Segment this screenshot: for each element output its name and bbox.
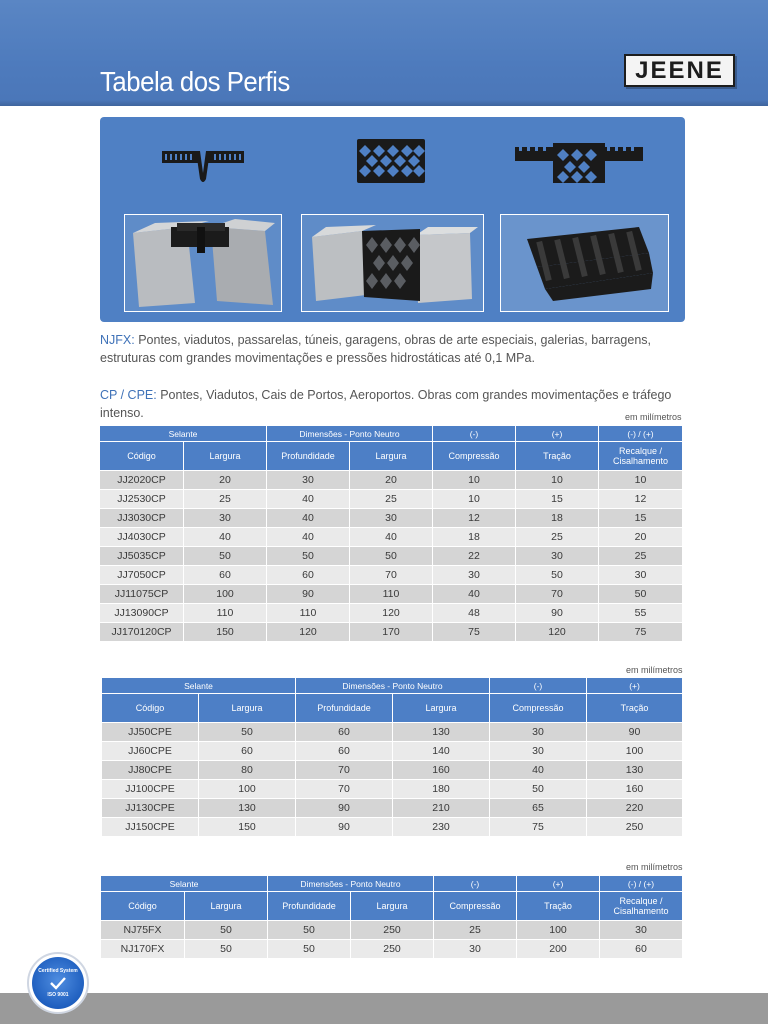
cp-col-largura-dim: Largura xyxy=(350,442,433,471)
cp-table-cell: JJ3030CP xyxy=(100,509,184,528)
cpe-table-row xyxy=(102,818,683,837)
cp-table-row xyxy=(100,604,683,623)
cp-col-recalque: Recalque / Cisalhamento xyxy=(599,442,683,471)
cp-table-row xyxy=(100,490,683,509)
cpe-profile-icon xyxy=(515,141,643,185)
cp-table-cell: 55 xyxy=(599,604,683,623)
njfx-table-cell: 250 xyxy=(351,940,434,959)
cp-table-cell: JJ4030CP xyxy=(100,528,184,547)
cpe-table xyxy=(102,678,683,837)
cp-table-cell: 110 xyxy=(184,604,267,623)
cpe-table-cell: 65 xyxy=(490,799,587,818)
njfx-col-recalque: Recalque / Cisalhamento xyxy=(600,892,683,921)
njfx-table-cell: 100 xyxy=(517,921,600,940)
njfx-group-minus: (-) xyxy=(434,876,517,892)
cp-table-cell: JJ5035CP xyxy=(100,547,184,566)
cp-table-cell: 20 xyxy=(184,471,267,490)
cpe-table-row xyxy=(102,742,683,761)
cp-table-cell: 12 xyxy=(599,490,683,509)
njfx-description-text: Pontes, viadutos, passarelas, túneis, garagens, obras de arte especiais, galerias, barragens, estruturas com grandes movimentações e pressões hidrostáticas até 0,1 MPa. xyxy=(100,333,652,365)
cpe-table-cell: 60 xyxy=(296,742,393,761)
cpe-table-cell: 130 xyxy=(587,761,683,780)
check-icon xyxy=(49,976,67,990)
njfx-table-cell: 30 xyxy=(434,940,517,959)
njfx-group-plus: (+) xyxy=(517,876,600,892)
cp-table-cell: JJ7050CP xyxy=(100,566,184,585)
njfx-col-compressao: Compressão xyxy=(434,892,517,921)
cpe-col-tracao: Tração xyxy=(587,694,683,723)
cp-col-compressao: Compressão xyxy=(433,442,516,471)
cp-group-minus: (-) xyxy=(433,426,516,442)
njfx-table-cell: NJ75FX xyxy=(101,921,185,940)
njfx-description-lead: NJFX: xyxy=(100,333,135,347)
njfx-group-dimensoes: Dimensões - Ponto Neutro xyxy=(268,876,434,892)
njfx-table-cell: 200 xyxy=(517,940,600,959)
cp-table-cell: JJ170120CP xyxy=(100,623,184,642)
cp-table-cell: 15 xyxy=(599,509,683,528)
njfx-col-codigo: Código xyxy=(101,892,185,921)
cp-table-row xyxy=(100,623,683,642)
cp-table-cell: JJ11075CP xyxy=(100,585,184,604)
cpe-group-selante: Selante xyxy=(102,678,296,694)
cpe-table-cell: 180 xyxy=(393,780,490,799)
njfx-table-cell: 30 xyxy=(600,921,683,940)
cpe-table-row xyxy=(102,723,683,742)
cpe-table-cell: 150 xyxy=(199,818,296,837)
cp-table-cell: 40 xyxy=(350,528,433,547)
cpe-table-cell: 90 xyxy=(587,723,683,742)
njfx-table-cell: 25 xyxy=(434,921,517,940)
njfx-table-cell: 50 xyxy=(268,940,351,959)
cp-table-row xyxy=(100,585,683,604)
logo-text: JEENE xyxy=(635,56,724,84)
cpe-table-cell: JJ60CPE xyxy=(102,742,199,761)
njfx-table xyxy=(101,876,683,959)
njfx-joint-photo xyxy=(124,214,282,312)
cp-table-cell: 10 xyxy=(516,471,599,490)
cp-table-cell: 120 xyxy=(350,604,433,623)
cpe-table-cell: 230 xyxy=(393,818,490,837)
cp-table-row xyxy=(100,566,683,585)
cp-table-cell: 18 xyxy=(433,528,516,547)
cp-table-cell: 75 xyxy=(599,623,683,642)
cpe-group-plus: (+) xyxy=(587,678,683,694)
njfx-group-minus-plus: (-) / (+) xyxy=(600,876,683,892)
cpe-table-row xyxy=(102,780,683,799)
cp-table-cell: 25 xyxy=(184,490,267,509)
cp-table-cell: 10 xyxy=(599,471,683,490)
cpe-table-row xyxy=(102,761,683,780)
cpe-profile-photo xyxy=(500,214,669,312)
cp-table-cell: 22 xyxy=(433,547,516,566)
cp-table-cell: 30 xyxy=(184,509,267,528)
cp-table-cell: 100 xyxy=(184,585,267,604)
cp-table-cell: 60 xyxy=(184,566,267,585)
cpe-table-cell: 160 xyxy=(587,780,683,799)
cpe-col-codigo: Código xyxy=(102,694,199,723)
njfx-table-cell: 50 xyxy=(185,921,268,940)
cp-profile-icon xyxy=(355,137,427,185)
page-title: Tabela dos Perfis xyxy=(100,66,290,97)
cpe-table-body xyxy=(102,723,683,837)
cpe-table-cell: 130 xyxy=(199,799,296,818)
cpe-table-cell: 50 xyxy=(199,723,296,742)
cpe-col-profundidade: Profundidade xyxy=(296,694,393,723)
cp-table-cell: 15 xyxy=(516,490,599,509)
unit-label-njfx: em milímetros xyxy=(626,862,683,872)
cp-table-body xyxy=(100,471,683,642)
cp-description-text: Pontes, Viadutos, Cais de Portos, Aeroportos. Obras com grandes movimentações e tráfego intenso. xyxy=(100,388,672,420)
njfx-profile-icon xyxy=(162,145,244,185)
cp-joint-photo xyxy=(301,214,484,312)
cpe-table-cell: JJ80CPE xyxy=(102,761,199,780)
cpe-table-cell: 50 xyxy=(490,780,587,799)
cp-table-cell: 60 xyxy=(267,566,350,585)
unit-label-cp: em milímetros xyxy=(625,412,682,422)
cpe-table-cell: 90 xyxy=(296,799,393,818)
cpe-group-minus: (-) xyxy=(490,678,587,694)
cpe-group-dimensoes: Dimensões - Ponto Neutro xyxy=(296,678,490,694)
cp-table-cell: 50 xyxy=(599,585,683,604)
cpe-table-cell: 140 xyxy=(393,742,490,761)
cp-table-cell: 110 xyxy=(267,604,350,623)
cpe-table-cell: 70 xyxy=(296,761,393,780)
cp-table-cell: 10 xyxy=(433,490,516,509)
cpe-table-cell: 90 xyxy=(296,818,393,837)
cp-table-cell: 120 xyxy=(516,623,599,642)
njfx-table-cell: 50 xyxy=(268,921,351,940)
cp-description xyxy=(100,386,680,422)
cpe-table-cell: 250 xyxy=(587,818,683,837)
cp-table-cell: 40 xyxy=(267,490,350,509)
cp-table-cell: 40 xyxy=(267,528,350,547)
cp-table-cell: 90 xyxy=(267,585,350,604)
cpe-table-cell: 220 xyxy=(587,799,683,818)
cp-table-cell: 150 xyxy=(184,623,267,642)
cp-table-cell: 12 xyxy=(433,509,516,528)
cpe-col-largura-selante: Largura xyxy=(199,694,296,723)
cp-table-cell: 20 xyxy=(599,528,683,547)
cp-table-cell: 30 xyxy=(516,547,599,566)
profiles-panel xyxy=(100,117,685,322)
njfx-table-cell: 60 xyxy=(600,940,683,959)
cp-table-cell: 50 xyxy=(516,566,599,585)
cpe-table-cell: 160 xyxy=(393,761,490,780)
njfx-table-cell: NJ170FX xyxy=(101,940,185,959)
cp-table-cell: 50 xyxy=(350,547,433,566)
cp-table-cell: 40 xyxy=(267,509,350,528)
njfx-col-largura-dim: Largura xyxy=(351,892,434,921)
njfx-col-tracao: Tração xyxy=(517,892,600,921)
cp-table-cell: 50 xyxy=(184,547,267,566)
cpe-table-cell: 210 xyxy=(393,799,490,818)
njfx-table-row xyxy=(101,921,683,940)
cpe-table-cell: JJ130CPE xyxy=(102,799,199,818)
cp-table-cell: 70 xyxy=(350,566,433,585)
cp-table-cell: JJ2530CP xyxy=(100,490,184,509)
cp-col-tracao: Tração xyxy=(516,442,599,471)
cpe-table-cell: 30 xyxy=(490,742,587,761)
unit-label-cpe: em milímetros xyxy=(626,665,683,675)
iso-certification-seal xyxy=(27,952,89,1014)
cp-table xyxy=(100,426,683,642)
cpe-table-cell: 40 xyxy=(490,761,587,780)
njfx-table-cell: 250 xyxy=(351,921,434,940)
cpe-table-cell: 130 xyxy=(393,723,490,742)
cp-group-dimensoes: Dimensões - Ponto Neutro xyxy=(267,426,433,442)
footer-bar xyxy=(0,993,768,1024)
cp-table-cell: 10 xyxy=(433,471,516,490)
cpe-table-row xyxy=(102,799,683,818)
cp-table-cell: 30 xyxy=(599,566,683,585)
cp-table-cell: 18 xyxy=(516,509,599,528)
cp-group-selante: Selante xyxy=(100,426,267,442)
njfx-description xyxy=(100,331,680,367)
cp-table-cell: 20 xyxy=(350,471,433,490)
cp-col-codigo: Código xyxy=(100,442,184,471)
cp-table-cell: 170 xyxy=(350,623,433,642)
cpe-table-cell: 70 xyxy=(296,780,393,799)
cp-table-cell: 110 xyxy=(350,585,433,604)
cp-table-cell: 30 xyxy=(433,566,516,585)
njfx-table-body xyxy=(101,921,683,959)
cp-table-cell: 40 xyxy=(184,528,267,547)
cp-table-cell: 25 xyxy=(350,490,433,509)
cp-table-cell: 75 xyxy=(433,623,516,642)
cp-table-cell: 25 xyxy=(516,528,599,547)
seal-top-text: Certified System xyxy=(38,968,78,974)
cp-table-cell: 120 xyxy=(267,623,350,642)
seal-bottom-text: ISO 9001 xyxy=(47,992,69,998)
cpe-table-cell: 60 xyxy=(296,723,393,742)
njfx-col-profundidade: Profundidade xyxy=(268,892,351,921)
cp-table-cell: JJ2020CP xyxy=(100,471,184,490)
cp-table-cell: 25 xyxy=(599,547,683,566)
njfx-group-selante: Selante xyxy=(101,876,268,892)
cpe-table-cell: 100 xyxy=(199,780,296,799)
cp-table-row xyxy=(100,471,683,490)
cp-table-cell: 70 xyxy=(516,585,599,604)
njfx-table-row xyxy=(101,940,683,959)
cp-table-cell: 40 xyxy=(433,585,516,604)
cp-table-cell: 50 xyxy=(267,547,350,566)
cp-table-row xyxy=(100,547,683,566)
cp-table-cell: 30 xyxy=(267,471,350,490)
cp-col-profundidade: Profundidade xyxy=(267,442,350,471)
njfx-col-largura-selante: Largura xyxy=(185,892,268,921)
cpe-table-cell: JJ50CPE xyxy=(102,723,199,742)
jeene-logo xyxy=(624,54,735,87)
cpe-table-cell: JJ100CPE xyxy=(102,780,199,799)
cpe-table-cell: 30 xyxy=(490,723,587,742)
cp-group-minus-plus: (-) / (+) xyxy=(599,426,683,442)
cpe-table-cell: 80 xyxy=(199,761,296,780)
cpe-col-compressao: Compressão xyxy=(490,694,587,723)
cpe-table-cell: 60 xyxy=(199,742,296,761)
cp-description-lead: CP / CPE: xyxy=(100,388,157,402)
cp-table-cell: 48 xyxy=(433,604,516,623)
cp-table-cell: 30 xyxy=(350,509,433,528)
cp-group-plus: (+) xyxy=(516,426,599,442)
cpe-table-cell: 75 xyxy=(490,818,587,837)
cpe-col-largura-dim: Largura xyxy=(393,694,490,723)
cpe-table-cell: 100 xyxy=(587,742,683,761)
cp-table-cell: JJ13090CP xyxy=(100,604,184,623)
cpe-table-cell: JJ150CPE xyxy=(102,818,199,837)
cp-table-row xyxy=(100,509,683,528)
cp-table-row xyxy=(100,528,683,547)
njfx-table-cell: 50 xyxy=(185,940,268,959)
cp-col-largura-selante: Largura xyxy=(184,442,267,471)
cp-table-cell: 90 xyxy=(516,604,599,623)
